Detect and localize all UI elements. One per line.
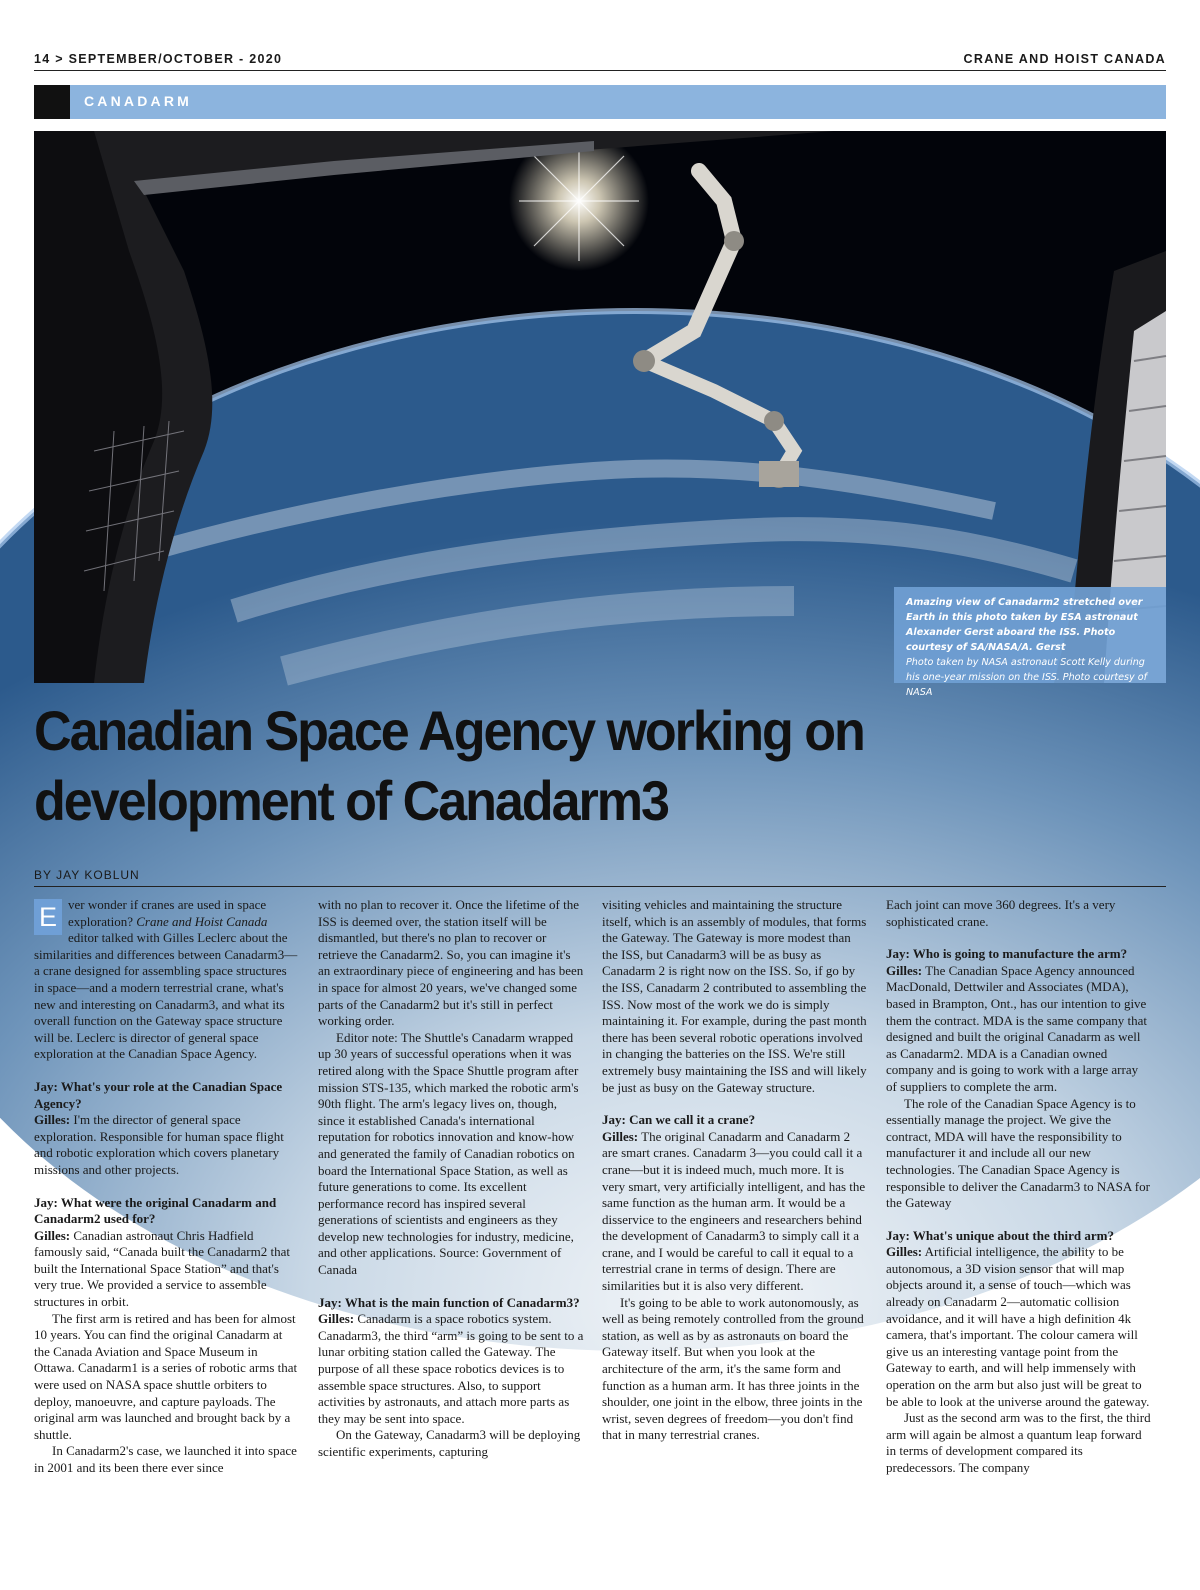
body-paragraph: The role of the Canadian Space Agency is to essentially manage the project. We give the contract, MDA will have the responsibility to manufacturer it and include all our new technologies. The Canadian Space Agency is responsible to deliver the Canadarm3 to NASA for the Gateway [886,1095,1150,1211]
speaker-label: Gilles: [886,962,923,978]
answer-paragraph: Gilles: I'm the director of general space exploration. Responsible for human space flight and robotic exploration which covers planetary missions and other projects. [34,1112,284,1177]
article-column-4 [886,897,1152,1477]
answer-paragraph: Gilles: The Canadian Space Agency announced MacDonald, Dettwiler and Associates (MDA), based in Brampton, Ont., has our intention to give them the contract. MDA is the same company that designed and built the original Canadarm as well as Canadarm2. MDA is a Canadian owned company and is going to work with a large array of suppliers to complete the arm. [886,962,1148,1094]
body-paragraph: It's going to be able to work autonomously, as well as being remotely controlled from the ground station, as well as by as astronauts on board the Gateway itself. But when you look at the architecture of the arm, it's the same form and function as a human arm. It has three joints in the shoulder, one joint in the elbow, three joints in the wrist, seven degrees of freedom—you don't find that in many terrestrial cranes. [602,1294,864,1443]
article-headline: Canadian Space Agency working on development of Canadarm3 [34,699,864,832]
issue-info: 14 > SEPTEMBER/OCTOBER - 2020 [34,52,283,66]
editor-note: Editor note: The Shuttle's Canadarm wrapped up 30 years of successful operations when it was retired along with the Space Shuttle program after mission STS-135, which marked the robotic arm's 90th flight. The arm's legacy lives on, though, since it established Canada's international reputation for robotics innovation and know-how and generated the family of Canadian robotics on board the International Space Station, as well as future generations to come. Its excellent performance record has inspired several generations of scientists and engineers as they develop new technologies for industry, medicine, and other applications. Source: Government of Canada [318,1029,579,1278]
question-heading: Jay: What is the main function of Canadarm3? [318,1294,580,1310]
body-paragraph: Each joint can move 360 degrees. It's a very sophisticated crane. [886,897,1116,929]
body-paragraph: visiting vehicles and maintaining the structure itself, which is an assembly of modules, that forms the Gateway. The Gateway is more modest than the ISS, but Canadarm3 will be as busy as Canadarm 2 is right now on the ISS. So, if go by the ISS, Canadarm 2 contributed to assembling the ISS. Now most of the work we do is simply maintaining it. For example, during the past month there has been several robotic operations involved in changing the batteries on the ISS. We're still extremely busy maintaining the ISS and will likely be just as busy on the Gateway structure. [602,897,867,1095]
drop-cap: E [34,899,62,935]
publication-name: CRANE AND HOIST CANADA [963,52,1166,66]
question-heading: Jay: What were the original Canadarm and Canadarm2 used for? [34,1194,277,1227]
section-label: CANADARM [84,93,193,109]
caption-credit-main: Amazing view of Canadarm2 stretched over Earth in this photo taken by ESA astronaut Alexander Gerst aboard the ISS. Photo courtesy of SA/NASA/A. Gerst [906,597,1143,653]
article-column-2 [318,897,584,1461]
body-paragraph: Just as the second arm was to the first, the third arm will again be almost a quantum leap forward in terms of development compared its predecessors. The company [886,1410,1151,1475]
answer-paragraph: Gilles: Artificial intelligence, the ability to be autonomous, a 3D vision sensor that will map objects around it, a sense of touch—which was already on Canadarm 2—automatic collision avoidance, and it will have a high definition 4k camera, that's important. The colour camera will give us an interesting vantage point from the Gateway to earth, and will help immensely with operation on the arm but also just will be great to be able to look at the universe around the gateway. [886,1244,1150,1409]
article-column-3 [602,897,868,1444]
body-paragraph: with no plan to recover it. Once the lifetime of the ISS is deemed over, the station itself will be dismantled, but there's no plan to recover or retrieve the Canadarm2. So, you can imagine it's an extraordinary piece of engineering and has been in space for almost 20 years, we've changed some parts of the Canadarm2 but it's still in perfect working order. [318,897,584,1029]
speaker-label: Gilles: [602,1128,639,1144]
answer-paragraph: Gilles: The original Canadarm and Canadarm 2 are smart cranes. Canadarm 3—you could call it a crane—but it is indeed much, much more. It is very smart, very artificially intelligent, and has the same function as the human arm. It would be a disservice to the engineers and researchers behind the development of Canadarm3 to simply call it a crane, and I would be careful to call it equal to a terrestrial crane in terms of design. There are similarities but it is also very different. [602,1128,866,1294]
page-header [34,52,1166,71]
speaker-label: Gilles: [34,1227,71,1243]
caption-credit-secondary: Photo taken by NASA astronaut Scott Kelly during his one-year mission on the ISS. Photo courtesy of NASA [906,657,1148,698]
speaker-label: Gilles: [318,1311,355,1327]
answer-paragraph: Gilles: Canadian astronaut Chris Hadfield famously said, “Canada built the Canadarm2 that built the International Space Station” and that's very true. We provided a service to assemble structures in orbit. [34,1227,290,1310]
question-heading: Jay: Can we call it a crane? [602,1112,756,1128]
body-paragraph: On the Gateway, Canadarm3 will be deploying scientific experiments, capturing [318,1427,581,1459]
intro-paragraph: E ver wonder if cranes are used in space exploration? Crane and Hoist Canada editor talked with Gilles Leclerc about the similarities and differences between Canadarm3—a crane designed for assembling space structures in space—and a modern terrestrial crane, what's new and interesting on Canadarm3, and what its overall function on the Gateway space structure will be. Leclerc is director of general space exploration at the Canadian Space Agency. [34,897,298,1062]
article-column-1 [34,897,300,1477]
section-bar [34,85,1166,119]
section-block [34,85,70,119]
body-paragraph: The first arm is retired and has been for almost 10 years. You can find the original Canadarm at the Canada Aviation and Space Museum in Ottawa. Canadarm1 is a series of robotic arms that were used on NASA space shuttle orbiters to deploy, manoeuvre, and capture payloads. The original arm was launched and brought back by a shuttle. [34,1310,298,1442]
byline: BY JAY KOBLUN [34,868,1166,887]
speaker-label: Gilles: [34,1112,71,1128]
speaker-label: Gilles: [886,1244,923,1260]
answer-paragraph: Gilles: Canadarm is a space robotics system. Canadarm3, the third “arm” is going to be sent to a lunar orbiting station called the Gateway. The purpose of all these space robotics devices is to assemble space structures. Also, to support activities by astronauts, and attach more parts as they may be sent into space. [318,1311,584,1426]
canadarm-photo [34,131,1166,698]
body-paragraph: In Canadarm2's case, we launched it into space in 2001 and its been there ever since [34,1443,297,1475]
photo-caption [894,587,1166,698]
question-heading: Jay: What's your role at the Canadian Space Agency? [34,1078,283,1111]
question-heading: Jay: What's unique about the third arm? [886,1227,1115,1243]
publication-title: Crane and Hoist Canada [136,913,268,929]
question-heading: Jay: Who is going to manufacture the arm? [886,946,1128,962]
